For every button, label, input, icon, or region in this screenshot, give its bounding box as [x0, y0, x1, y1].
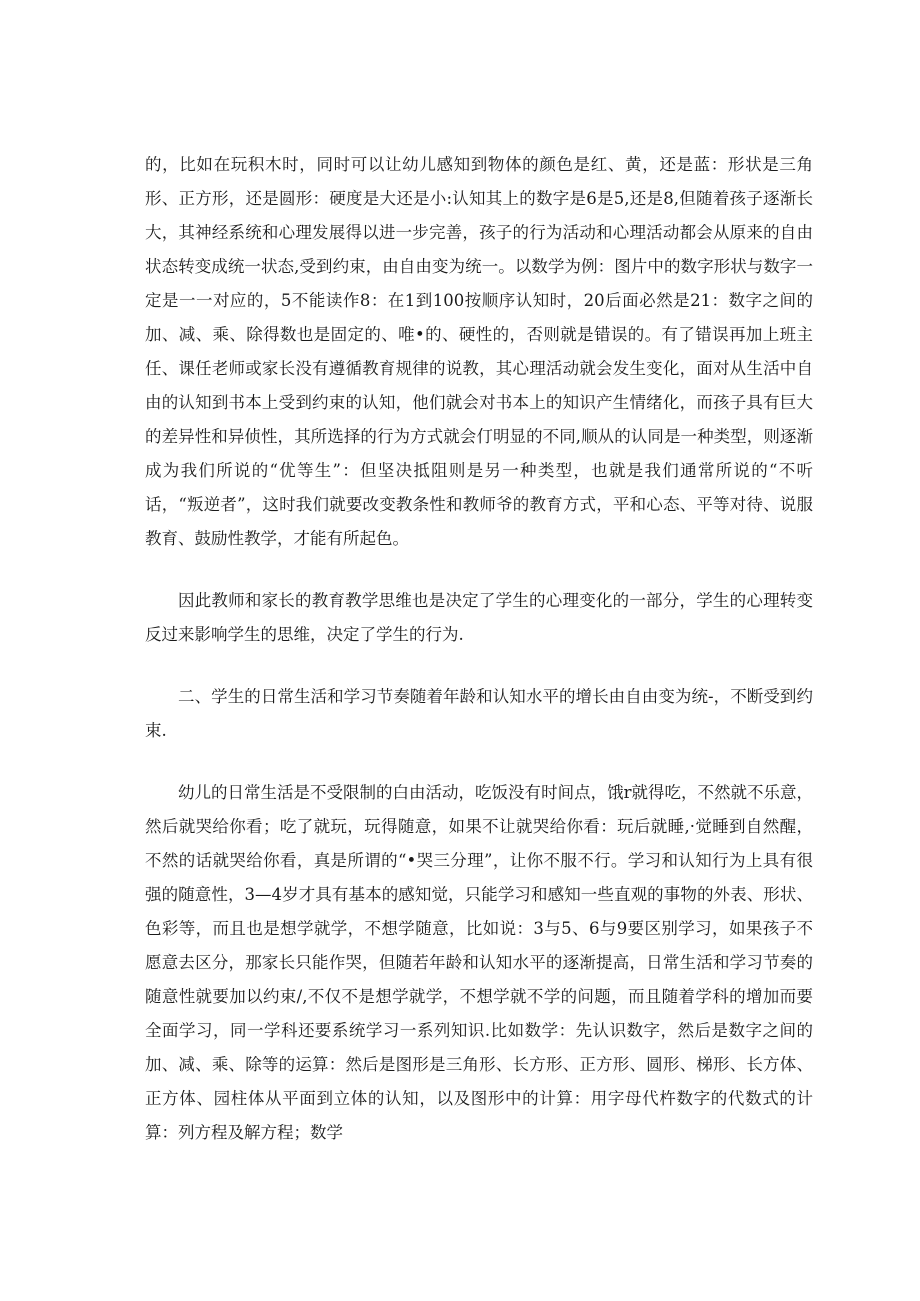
paragraph-child-daily-life: 幼儿的日常生活是不受限制的白由活动，吃饭没有时间点，饿r就得吃，不然就不乐意，然后就哭给你看；吃了就玩，玩得随意，如果不让就哭给你看：玩后就睡,·觉睡到自然醒，不然的话就哭给你看，真是所谓的“•哭三分理”，让你不服不行。学习和认知行为上具有很强的随意性，3—4岁才具有基本的感知觉，只能学习和感知一些直观的事物的外表、形状、色彩等，而且也是想学就学，不想学随意，比如说：3与5、6与9要区别学习，如果孩子不愿意去区分，那家长只能作哭，但随若年龄和认知水平的逐渐提高，日常生活和学习节奏的随意性就要加以约束/,不仅不是想学就学，不想学就不学的问题，而且随着学科的增加而要全面学习，同一学科还要系统学习一系列知识.比如数学：先认识数字，然后是数字之间的加、减、乘、除等的运算：然后是图形是三角形、长方形、正方形、圆形、梯形、长方体、正方体、园柱体从平面到立体的认知，以及图形中的计算：用字母代杵数字的代数式的计算：列方程及解方程；数学 — [145, 783, 813, 1142]
document-body — [145, 148, 813, 1150]
paragraph-teacher-influence: 因此教师和家长的教育教学思维也是决定了学生的心理变化的一部分，学生的心理转变反过来影响学生的思维，决定了学生的行为. — [145, 591, 813, 644]
section-heading-two: 二、学生的日常生活和学习节奏随着年龄和认知水平的增长由自由变为统-，不断受到约束. — [145, 687, 813, 740]
paragraph-continuation: 的，比如在玩积木时，同时可以让幼儿感知到物体的颜色是红、黄，还是蓝：形状是三角形、正方形，还是圆形：硬度是大还是小:认知其上的数字是6是5,还是8,但随着孩子逐渐长大，其神经系统和心理发展得以进一步完善，孩子的行为活动和心理活动都会从原来的自由状态转变成统一状态,受到约束，由自由变为统一。以数学为例：图片中的数字形状与数字一定是一一对应的，5不能读作8：在1到100按顺序认知时，20后面必然是21：数字之间的加、减、乘、除得数也是固定的、唯•的、硬性的，否则就是错误的。有了错误再加上班主任、课任老师或家长没有遵循教育规律的说教，其心理活动就会发生变化，面对从生活中自由的认知到书本上受到约束的认知，他们就会对书本上的知识产生情绪化，而孩子具有巨大的差异性和异侦性，其所选择的行为方式就会仃明显的不同,顺从的认同是一种类型，则逐渐成为我们所说的“优等生”：但坚决抵阻则是另一种类型，也就是我们通常所说的“不听话，“叛逆者”，这时我们就要改变教条性和教师爷的教育方式，平和心态、平等对待、说服教育、鼓励性教学，才能有所起色。 — [145, 155, 813, 548]
